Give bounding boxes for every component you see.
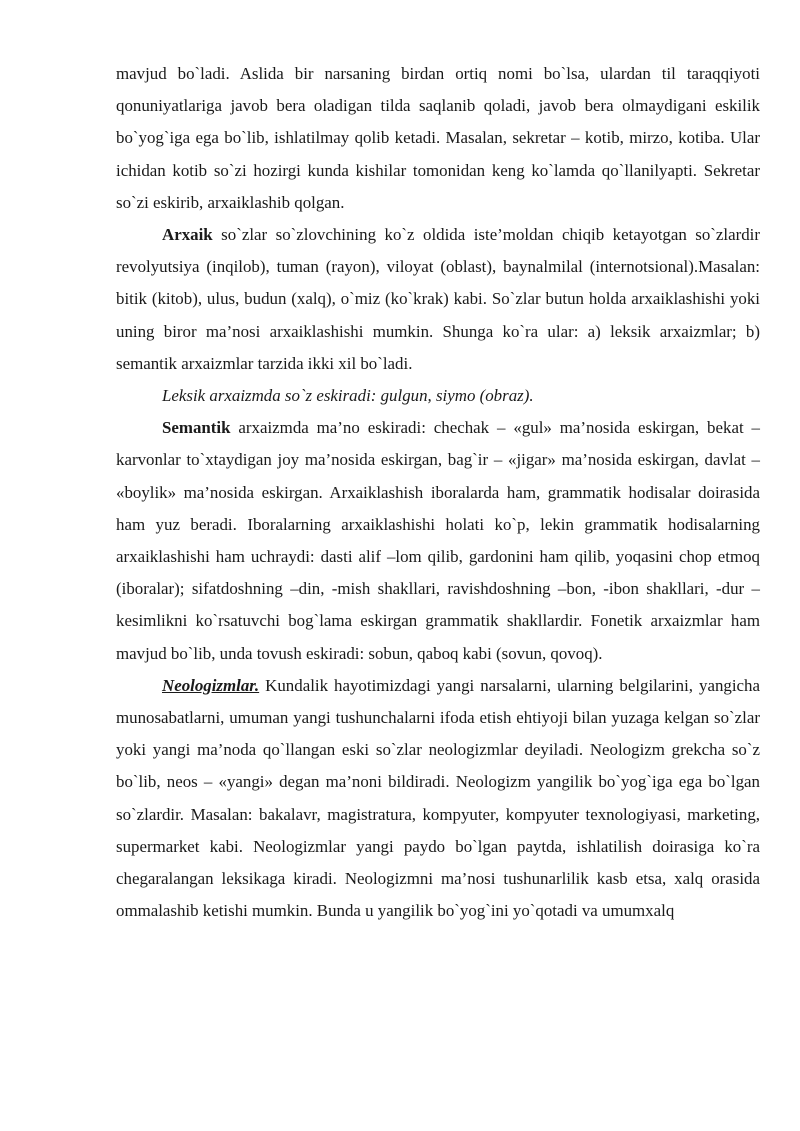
paragraph-text: mavjud bo`ladi. Aslida bir narsaning birdan ortiq nomi bo`lsa, ulardan til taraqqiyoti qonuniyatlariga javob bera oladigan tilda saqlanib qoladi, javob bera olmaydigani eskilik bo`yog`iga ega bo`lib, ishlatilmay qolib ketadi. Masalan, sekretar – kotib, mirzo, kotiba. Ular ichidan kotib so`zi hozirgi kunda kishilar tomonidan keng ko`lamda qo`llanilyapti. Sekretar so`zi eskirib, arxaiklashib qolgan.	[116, 64, 760, 212]
paragraph-semantik	[116, 412, 760, 670]
paragraph-continuation	[116, 58, 760, 219]
paragraph-text: Kundalik hayotimizdagi yangi narsalarni, ularning belgilarini, yangicha munosabatlarni, umuman yangi tushunchalarni ifoda etish ehtiyoji bilan yuzaga kelgan so`zlar yoki yangi ma’noda qo`llangan eski so`zlar neologizmlar deyiladi. Neologizm grekcha so`z bo`lib, neos – «yangi» degan ma’noni bildiradi. Neologizm yangilik bo`yog`iga ega bo`lgan so`zlardir. Masalan: bakalavr, magistratura, kompyuter, kompyuter texnologiyasi, marketing, supermarket kabi. Neologizmlar yangi paydo bo`lgan paytda, ishlatilish doirasiga ko`ra chegaralangan leksikaga kiradi. Neologizmni ma’nosi tushunarlilik kasb etsa, xalq orasida ommalashib ketishi mumkin. Bunda u yangilik bo`yog`ini yo`qotadi va umumxalq	[116, 675, 760, 921]
term-semantik: Semantik	[162, 418, 231, 438]
paragraph-text: so`zlar so`zlovchining ko`z oldida iste’moldan chiqib ketayotgan so`zlardir revolyutsiya (inqilob), tuman (rayon), viloyat (oblast), baynalmilal (internotsional).Masalan: bitik (kitob), ulus, budun (xalq), o`miz (ko`krak) kabi. So`zlar butun holda arxaiklashishi yoki uning biror ma’nosi arxaiklashishi mumkin. Shunga ko`ra ular: a) leksik arxaizmlar; b) semantik arxaizmlar tarzida ikki xil bo`ladi.	[116, 225, 760, 373]
document-page	[116, 58, 760, 927]
paragraph-arxaik	[116, 219, 760, 380]
paragraph-leksik	[116, 380, 760, 412]
paragraph-text: arxaizmda ma’no eskiradi: chechak – «gul» ma’nosida eskirgan, bekat – karvonlar to`xtaydigan joy ma’nosida eskirgan, bag`ir – «jigar» ma’nosida eskirgan, davlat – «boylik» ma’nosida eskirgan. Arxaiklashish iboralarda ham, grammatik hodisalar doirasida ham yuz beradi. Iboralarning arxaiklashishi holati ko`p, lekin grammatik hodisalarning arxaiklashishi ham uchraydi: dasti alif –lom qilib, gardonini ham qilib, yoqasini chop etmoq (iboralar); sifatdoshning –din, -mish shakllari, ravishdoshning –bon, -ibon shakllari, -dur – kesimlikni ko`rsatuvchi bog`lama eskirgan grammatik shakllardir. Fonetik arxaizmlar ham mavjud bo`lib, unda tovush eskiradi: sobun, qaboq kabi (sovun, qovoq).	[116, 418, 760, 663]
term-neologizmlar: Neologizmlar.	[162, 675, 260, 695]
term-arxaik: Arxaik	[162, 225, 213, 245]
paragraph-neologizmlar	[116, 670, 760, 928]
paragraph-text-italic: Leksik arxaizmda so`z eskiradi: gulgun, siymo (obraz).	[162, 386, 534, 406]
